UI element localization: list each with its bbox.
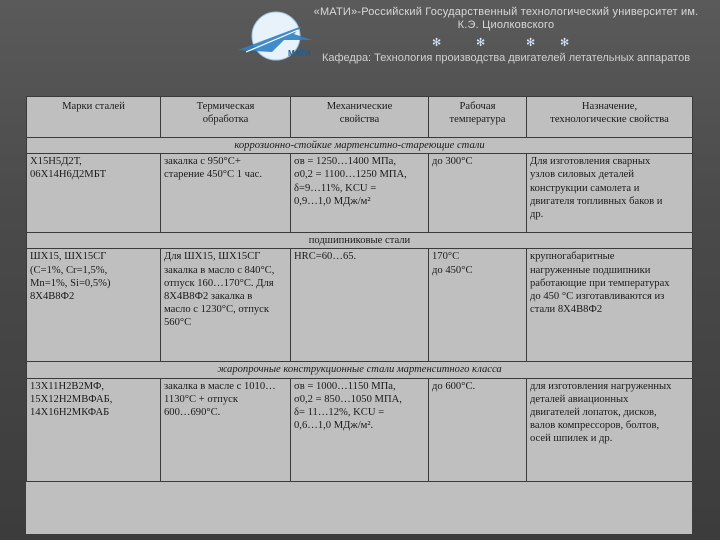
steel-grades-table [26, 96, 693, 482]
header-purpose: Назначение, технологические свойства [527, 97, 693, 138]
section-title-heat-resistant: жаропрочные конструкционные стали мартенситного класса [27, 362, 693, 378]
department-name: Кафедра: Технология производства двигателей летательных аппаратов [321, 52, 691, 64]
star-icon: ✻ [560, 36, 570, 49]
cell-heat-treatment: закалка с 950°С+ старение 450°С 1 час. [161, 154, 291, 233]
section-row [27, 138, 693, 154]
star-icon: ✻ [476, 36, 486, 49]
cell-mechanical: σв = 1250…1400 МПа, σ0,2 = 1100…1250 МПА, δ=9…11%, KCU = 0,9…1,0 МДж/м² [291, 154, 429, 233]
header-mechanical-properties: Механические свойства [291, 97, 429, 138]
logo-text: МАТИ [288, 49, 311, 58]
table-header-row [27, 97, 693, 138]
cell-purpose: для изготовления нагруженных деталей авиационных двигателей лопаток, дисков, валов компрессоров, болтов, осей шпилек и др. [527, 378, 693, 481]
slide-header [0, 0, 720, 90]
cell-purpose: Для изготовления сварных узлов силовых деталей конструкции самолета и двигателя топливных баков и др. [527, 154, 693, 233]
table-row [27, 154, 693, 233]
cell-grades: 13Х11Н2В2МФ, 15Х12Н2МВФАБ, 14Х16Н2МКФАБ [27, 378, 161, 481]
cell-mechanical: σв = 1000…1150 МПа, σ0,2 = 850…1050 МПА, δ= 11…12%, KCU = 0,6…1,0 МДж/м². [291, 378, 429, 481]
university-name-line2: К.Э. Циолковского [457, 19, 555, 31]
header-working-temperature: Рабочая температура [429, 97, 527, 138]
table-row [27, 249, 693, 362]
section-row [27, 362, 693, 378]
star-icon: ✻ [432, 36, 442, 49]
decorative-stars [432, 37, 592, 49]
header-steel-grades: Марки сталей [27, 97, 161, 138]
cell-grades: Х15Н5Д2Т, 06Х14Н6Д2МБТ [27, 154, 161, 233]
section-title-bearing-steels: подшипниковые стали [27, 233, 693, 249]
cell-temperature: до 300°С [429, 154, 527, 233]
steel-grades-table-panel [26, 96, 692, 534]
cell-grades: ШХ15, ШХ15СГ (С=1%, Cr=1,5%, Mn=1%, Si=0,5%) 8Х4В8Ф2 [27, 249, 161, 362]
section-row [27, 233, 693, 249]
cell-heat-treatment: Для ШХ15, ШХ15СГ закалка в масло с 840°С, отпуск 160…170°С. Для 8Х4В8Ф2 закалка в масло с 1230°С, отпуск 560°С [161, 249, 291, 362]
cell-temperature: до 600°С. [429, 378, 527, 481]
cell-purpose: крупногабаритные нагруженные подшипники работающие при температурах до 450 °С изготавливаются из стали 8Х4В8Ф2 [527, 249, 693, 362]
star-icon: ✻ [526, 36, 536, 49]
cell-temperature: 170°С до 450°С [429, 249, 527, 362]
cell-heat-treatment: закалка в масле с 1010… 1130°С + отпуск 600…690°С. [161, 378, 291, 481]
cell-mechanical: HRC=60…65. [291, 249, 429, 362]
header-heat-treatment: Термическая обработка [161, 97, 291, 138]
table-row [27, 378, 693, 481]
section-title-corrosion-resistant: коррозионно-стойкие мартенситно-стареющие стали [27, 138, 693, 154]
university-name-line1: «МАТИ»-Российский Государственный технологический университет им. [313, 6, 699, 18]
